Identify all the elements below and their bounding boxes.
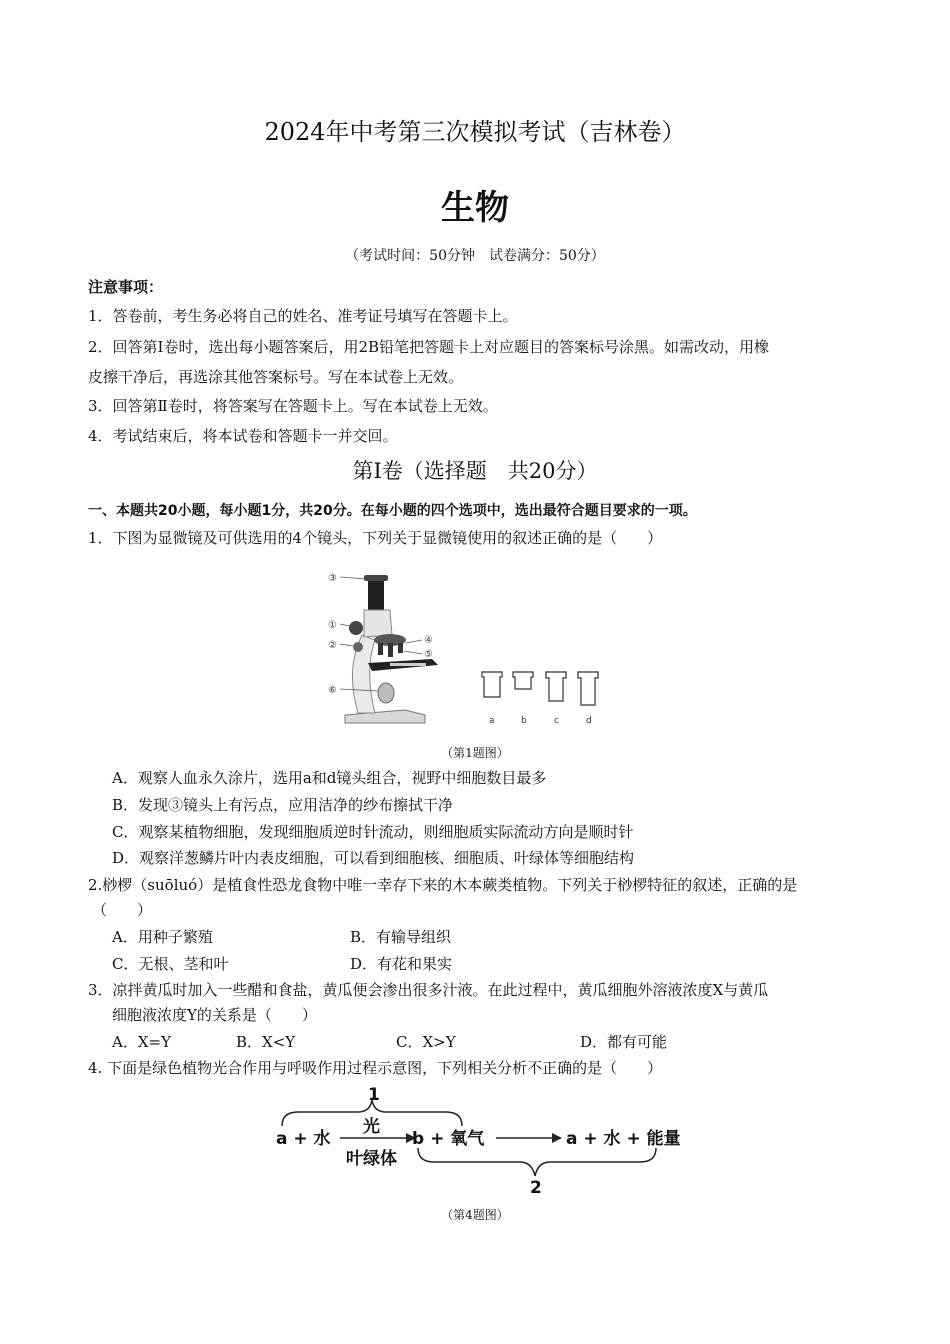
q1-option-b: B．发现③镜头上有污点，应用洁净的纱布擦拭干净 [112, 796, 454, 814]
notice-item-4: 4．考试结束后，将本试卷和答题卡一并交回。 [88, 427, 398, 445]
q2-option-a: A．用种子繁殖 [112, 928, 213, 946]
brace-bottom-label: 2 [530, 1178, 542, 1196]
q2-option-d: D．有花和果实 [350, 955, 453, 973]
left-reactants: a + 水 [276, 1129, 331, 1149]
right-products: a + 水 + 能量 [566, 1129, 681, 1149]
label-5: ⑤ [424, 649, 433, 660]
notice-item-3: 3．回答第Ⅱ卷时，将答案写在答题卡上。写在本试卷上无效。 [88, 397, 498, 415]
reflector-mirror [378, 683, 394, 703]
q4-stem: 4. 下面是绿色植物光合作用与呼吸作用过程示意图，下列相关分析不正确的是（ ） [88, 1059, 663, 1077]
q1-option-d: D．观察洋葱鳞片叶内表皮细胞，可以看到细胞核、细胞质、叶绿体等细胞结构 [112, 849, 635, 867]
lens-a [482, 672, 502, 697]
exam-title: 2024年中考第三次模拟考试（吉林卷） [264, 118, 686, 146]
q1-caption: （第1题图） [441, 746, 509, 760]
lens-c [546, 672, 566, 701]
notice-item-2-cont: 皮擦干净后，再选涂其他答案标号。写在本试卷上无效。 [88, 368, 464, 386]
arrow-bottom-text: 叶绿体 [346, 1149, 397, 1169]
middle-products: b + 氧气 [412, 1129, 485, 1149]
lens-d [578, 672, 598, 705]
lens-label-c: c [554, 716, 559, 726]
q3-stem: 3．凉拌黄瓜时加入一些醋和食盐，黄瓜便会渗出很多汁液。在此过程中，黄瓜细胞外溶液浓度X与黄瓜 [88, 981, 769, 999]
lens-set [482, 672, 598, 705]
notice-item-1: 1．答卷前，考生务必将自己的姓名、准考证号填写在答题卡上。 [88, 307, 518, 325]
q2-stem-cont: （ ） [92, 901, 153, 919]
q1-option-a: A．观察人血永久涂片，选用a和d镜头组合，视野中细胞数目最多 [112, 769, 547, 787]
label-3: ③ [328, 573, 337, 584]
label-1: ① [328, 620, 337, 631]
lens-label-d: d [586, 716, 592, 726]
lens-label-a: a [489, 716, 495, 726]
exam-info: （考试时间：50分钟 试卷满分：50分） [345, 248, 605, 264]
q3-option-c: C．X>Y [396, 1033, 456, 1051]
q3-option-a: A．X=Y [112, 1033, 171, 1051]
q2-option-b: B．有输导组织 [350, 928, 452, 946]
q2-option-c: C．无根、茎和叶 [112, 955, 229, 973]
lens-b [513, 672, 533, 689]
label-6: ⑥ [328, 685, 337, 696]
q4-caption: （第4题图） [441, 1208, 509, 1222]
q3-stem-cont: 细胞液浓度Y的关系是（ ） [112, 1006, 317, 1024]
notice-item-2: 2．回答第Ⅰ卷时，选出每小题答案后，用2B铅笔把答题卡上对应题目的答案标号涂黑。如需改动，用橡 [88, 338, 770, 356]
subject-title: 生物 [441, 188, 509, 228]
brace-bottom [418, 1148, 656, 1176]
eyepiece-tube [368, 577, 384, 612]
microscope-base [345, 710, 425, 723]
fine-knob [353, 642, 363, 652]
q1-option-c: C．观察某植物细胞，发现细胞质逆时针流动，则细胞质实际流动方向是顺时针 [112, 823, 634, 841]
label-2: ② [328, 640, 337, 651]
arrow-top-text: 光 [363, 1117, 380, 1137]
section-title: 第Ⅰ卷（选择题 共20分） [352, 459, 598, 483]
notice-heading: 注意事项： [88, 278, 164, 296]
lens-label-b: b [521, 716, 527, 726]
photosynthesis-diagram [270, 1084, 690, 1196]
q3-option-b: B．X<Y [236, 1033, 296, 1051]
q2-stem: 2.桫椤（suōluó）是植食性恐龙食物中唯一幸存下来的木本蕨类植物。下列关于桫椤特征的叙述，正确的是 [88, 876, 798, 894]
brace-top-label: 1 [368, 1085, 380, 1105]
q3-option-d: D．都有可能 [580, 1033, 668, 1051]
coarse-knob [349, 621, 363, 635]
microscope-figure [320, 565, 620, 735]
label-4: ④ [424, 635, 433, 646]
section-instruction: 一、本题共20小题，每小题1分，共20分。在每小题的四个选项中，选出最符合题目要求的一项。 [88, 503, 697, 519]
q1-stem: 1．下图为显微镜及可供选用的4个镜头，下列关于显微镜使用的叙述正确的是（ ） [88, 529, 663, 547]
